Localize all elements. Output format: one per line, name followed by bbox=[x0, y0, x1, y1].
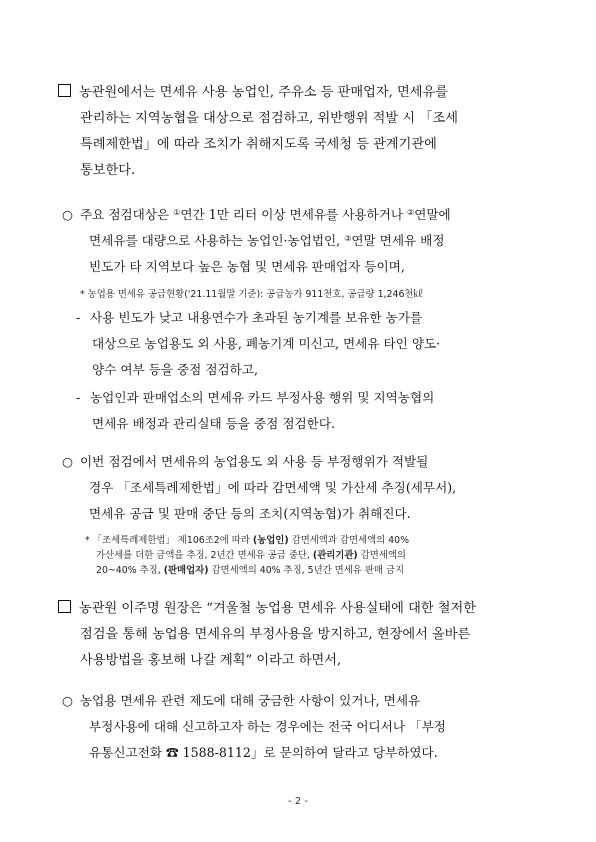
section-2-line-3: 사용방법을 홍보해 나갈 계획” 이라고 하면서, bbox=[80, 653, 342, 668]
section-1-line-2: 관리하는 지역농협을 대상으로 점검하고, 위반행위 적발 시 「조세 bbox=[80, 111, 458, 126]
sub-item-3-cont bbox=[89, 714, 446, 766]
dash-item-2-line-1 bbox=[76, 385, 434, 411]
sub-item-1-text-c: 연말에 bbox=[414, 207, 451, 222]
dash-item-1-line-1 bbox=[76, 305, 422, 331]
circle-bullet-icon: ○ bbox=[62, 693, 73, 708]
dash-item-2-line-2: 면세유 배정과 관리실태 등을 중점 점검한다. bbox=[92, 416, 335, 431]
circle-bullet-icon: ○ bbox=[62, 454, 73, 469]
section-1-text-1: 농관원에서는 면세유 사용 농업인, 주유소 등 판매업자, 면세유를 bbox=[79, 85, 448, 100]
dash-item-1-text-1: 사용 빈도가 낮고 내용연수가 초과된 농기계를 보유한 농가를 bbox=[90, 310, 423, 325]
dash-bullet: - bbox=[76, 390, 81, 405]
note-2-line-1 bbox=[85, 533, 409, 548]
section-2-cont bbox=[80, 622, 470, 674]
sub-item-2-cont bbox=[89, 475, 456, 527]
dash-item-2 bbox=[76, 385, 434, 411]
note-2-text-a: * 「조세특례제한법」 제106조2에 따라 bbox=[85, 535, 253, 546]
note-1-text: * 농업용 면세유 공급현황('21.11월말 기준): 공급농가 911천호, 공급량 1,246천㎘ bbox=[80, 289, 423, 300]
square-bullet-icon bbox=[58, 600, 71, 613]
circled-number-3: ③ bbox=[344, 234, 352, 243]
note-1 bbox=[80, 287, 423, 302]
section-2-text-1: 농관원 이주명 원장은 “겨울철 농업용 면세유 사용실태에 대한 철저한 bbox=[79, 601, 476, 616]
sub-item-3-text-1: 농업용 면세유 관련 제도에 대해 궁금한 사항이 있거나, 면세유 bbox=[80, 693, 421, 708]
note-2-label-farmer: (농업인) bbox=[252, 535, 289, 546]
sub-item-1-text-b: 연간 1만 리터 이상 면세유를 사용하거나 bbox=[180, 207, 408, 222]
sub-item-3-line-3: 유통신고전화 ☎ 1588-8112」로 문의하여 달라고 당부하였다. bbox=[89, 745, 438, 760]
square-bullet-icon bbox=[58, 84, 71, 97]
note-2-text-c: 감면세액과 감면세액의 40% bbox=[288, 535, 409, 546]
sub-item-1-text-d: 면세유를 대량으로 사용하는 농업인·농업법인, bbox=[89, 233, 345, 248]
sub-item-1-cont bbox=[89, 226, 445, 280]
dash-item-2-text-1: 농업인과 판매업소의 면세유 카드 부정사용 행위 및 지역농협의 bbox=[90, 390, 435, 405]
note-2-label-agency: (관리기관) bbox=[312, 550, 358, 561]
dash-item-1-line-2: 대상으로 농업용도 외 사용, 폐농기계 미신고, 면세유 타인 양도· bbox=[92, 336, 441, 351]
dash-item-1-line-3: 양수 여부 등을 중점 점검하고, bbox=[92, 362, 259, 377]
section-2-line-1 bbox=[58, 596, 476, 622]
dash-item-1 bbox=[76, 305, 422, 331]
circled-number-1: ① bbox=[173, 208, 181, 217]
note-2-line-2 bbox=[96, 548, 406, 563]
note-2-text-g: 20~40% 추징, bbox=[96, 565, 164, 576]
page-number: - 2 - bbox=[288, 796, 308, 807]
sub-item-2 bbox=[62, 449, 428, 475]
sub-item-2-text-1: 이번 점검에서 면세유의 농업용도 외 사용 등 부정행위가 적발될 bbox=[80, 454, 429, 469]
note-2-text-d: 가산세를 더한 금액을 추징, 2년간 면세유 공급 중단, bbox=[96, 550, 313, 561]
section-1-line-4: 통보한다. bbox=[80, 163, 136, 178]
note-2-text-i: 감면세액의 40% 추징, 5년간 면세유 판매 금지 bbox=[208, 565, 405, 576]
sub-item-1 bbox=[62, 200, 451, 228]
dash-item-2-cont bbox=[92, 411, 335, 437]
note-2-line-3 bbox=[96, 563, 406, 578]
sub-item-3 bbox=[62, 688, 420, 714]
sub-item-1-line-1 bbox=[62, 200, 451, 228]
section-1-line-1 bbox=[58, 80, 448, 106]
dash-item-1-cont bbox=[92, 331, 440, 383]
sub-item-1-text-e: 연말 면세유 배정 bbox=[351, 233, 445, 248]
note-2-cont bbox=[96, 548, 406, 578]
sub-item-3-line-1 bbox=[62, 688, 420, 714]
sub-item-2-line-2: 경우 「조세특례제한법」에 따라 감면세액 및 가산세 추징(세무서), bbox=[89, 480, 457, 495]
note-2-text-f: 감면세액의 bbox=[357, 550, 406, 561]
sub-item-1-line-3: 빈도가 타 지역보다 높은 농협 및 면세유 판매업자 등이며, bbox=[89, 259, 405, 274]
section-1-cont bbox=[80, 106, 458, 184]
section-1-line-3: 특례제한법」에 따라 조치가 취해지도록 국세청 등 관계기관에 bbox=[80, 137, 437, 152]
note-2-label-seller: (판매업자) bbox=[163, 565, 209, 576]
dash-bullet: - bbox=[76, 310, 81, 325]
section-1 bbox=[58, 80, 448, 106]
sub-item-2-line-1 bbox=[62, 449, 428, 475]
circled-number-2: ② bbox=[407, 208, 415, 217]
sub-item-3-line-2: 부정사용에 대해 신고하고자 하는 경우에는 전국 어디서나 「부정 bbox=[89, 719, 446, 734]
section-2 bbox=[58, 596, 476, 622]
sub-item-1-text-a: 주요 점검대상은 bbox=[80, 207, 174, 222]
note-2 bbox=[85, 533, 409, 548]
sub-item-2-line-3: 면세유 공급 및 판매 중단 등의 조치(지역농협)가 취해진다. bbox=[89, 506, 411, 521]
circle-bullet-icon: ○ bbox=[62, 207, 73, 222]
section-2-line-2: 점검을 통해 농업용 면세유의 부정사용을 방지하고, 현장에서 올바른 bbox=[80, 627, 471, 642]
sub-item-1-line-2 bbox=[89, 226, 445, 254]
